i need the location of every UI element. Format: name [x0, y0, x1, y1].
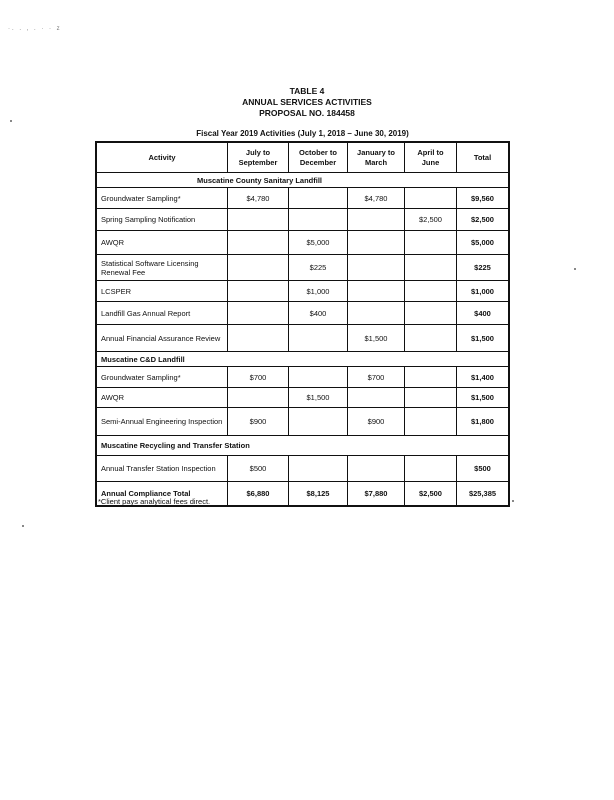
scan-speck	[574, 268, 576, 270]
table-row	[96, 325, 509, 352]
col-apr-jun: April to June	[405, 142, 457, 173]
table-body	[96, 173, 509, 507]
quarter-value-cell	[405, 456, 457, 482]
quarter-value-cell	[348, 255, 405, 281]
quarter-value-cell	[405, 188, 457, 209]
table-number: TABLE 4	[289, 86, 325, 96]
quarter-value-cell: $7,880	[348, 482, 405, 507]
quarter-value-cell	[405, 325, 457, 352]
table-row	[96, 281, 509, 302]
total-cell: $1,500	[457, 388, 510, 408]
quarter-value-cell	[228, 281, 289, 302]
quarter-value-cell: $700	[348, 367, 405, 388]
total-cell: $500	[457, 456, 510, 482]
quarter-value-cell: $225	[289, 255, 348, 281]
quarter-value-cell	[405, 408, 457, 436]
quarter-value-cell: $5,000	[289, 231, 348, 255]
total-cell: $9,560	[457, 188, 510, 209]
quarter-value-cell: $900	[228, 408, 289, 436]
fiscal-year-caption: Fiscal Year 2019 Activities (July 1, 2018 – June 30, 2019)	[196, 129, 409, 138]
quarter-value-cell: $500	[228, 456, 289, 482]
quarter-value-cell	[348, 231, 405, 255]
table-row	[96, 408, 509, 436]
section-row	[96, 436, 509, 456]
quarter-value-cell	[228, 388, 289, 408]
section-row	[96, 173, 509, 188]
quarter-value-cell	[289, 188, 348, 209]
quarter-value-cell	[405, 231, 457, 255]
quarter-value-cell: $4,780	[348, 188, 405, 209]
activity-cell: LCSPER	[96, 281, 228, 302]
activity-cell: Semi-Annual Engineering Inspection	[96, 408, 228, 436]
quarter-value-cell	[228, 325, 289, 352]
total-cell: $1,800	[457, 408, 510, 436]
section-label: Muscatine Recycling and Transfer Station	[96, 436, 509, 456]
activity-cell: Groundwater Sampling*	[96, 188, 228, 209]
quarter-value-cell	[228, 209, 289, 231]
quarter-value-cell: $1,500	[289, 388, 348, 408]
section-label: Muscatine C&D Landfill	[96, 352, 509, 367]
table-row	[96, 456, 509, 482]
quarter-value-cell	[405, 367, 457, 388]
quarter-value-cell	[289, 367, 348, 388]
quarter-value-cell	[348, 281, 405, 302]
scan-speck	[10, 120, 12, 122]
quarter-value-cell	[289, 456, 348, 482]
quarter-value-cell: $6,880	[228, 482, 289, 507]
quarter-value-cell: $400	[289, 302, 348, 325]
table-row	[96, 255, 509, 281]
activity-cell: Landfill Gas Annual Report	[96, 302, 228, 325]
table-row	[96, 367, 509, 388]
total-cell: $1,400	[457, 367, 510, 388]
scan-speck	[22, 525, 24, 527]
section-label: Muscatine County Sanitary Landfill	[96, 173, 509, 188]
activity-cell: Annual Financial Assurance Review	[96, 325, 228, 352]
quarter-value-cell	[348, 388, 405, 408]
quarter-value-cell: $2,500	[405, 209, 457, 231]
col-oct-dec: October to December	[289, 142, 348, 173]
activity-cell: Annual Compliance Total	[96, 482, 228, 507]
quarter-value-cell	[348, 302, 405, 325]
table-title: ANNUAL SERVICES ACTIVITIES	[242, 97, 372, 107]
col-jul-sep: July to September	[228, 142, 289, 173]
total-cell: $25,385	[457, 482, 510, 507]
quarter-value-cell: $1,000	[289, 281, 348, 302]
proposal-number: PROPOSAL NO. 184458	[259, 108, 355, 118]
quarter-value-cell	[348, 456, 405, 482]
col-total: Total	[457, 142, 510, 173]
quarter-value-cell: $8,125	[289, 482, 348, 507]
activity-cell: Statistical Software Licensing Renewal Fee	[96, 255, 228, 281]
quarter-value-cell	[348, 209, 405, 231]
quarter-value-cell: $2,500	[405, 482, 457, 507]
quarter-value-cell	[228, 302, 289, 325]
quarter-value-cell: $4,780	[228, 188, 289, 209]
total-cell: $1,500	[457, 325, 510, 352]
scan-speck	[512, 500, 514, 502]
footnote: *Client pays analytical fees direct.	[98, 497, 211, 506]
table-row	[96, 231, 509, 255]
quarter-value-cell	[405, 255, 457, 281]
total-cell: $225	[457, 255, 510, 281]
header-row	[96, 142, 509, 173]
quarter-value-cell: $700	[228, 367, 289, 388]
table-row	[96, 388, 509, 408]
total-cell: $2,500	[457, 209, 510, 231]
quarter-value-cell	[228, 255, 289, 281]
services-table	[95, 141, 510, 507]
scan-artifact: ·. . , . · · z	[8, 26, 62, 32]
quarter-value-cell	[405, 281, 457, 302]
quarter-value-cell: $900	[348, 408, 405, 436]
quarter-value-cell	[405, 388, 457, 408]
activity-cell: Groundwater Sampling*	[96, 367, 228, 388]
activity-cell: Spring Sampling Notification	[96, 209, 228, 231]
quarter-value-cell: $1,500	[348, 325, 405, 352]
col-jan-mar: January to March	[348, 142, 405, 173]
quarter-value-cell	[405, 302, 457, 325]
quarter-value-cell	[289, 325, 348, 352]
quarter-value-cell	[289, 408, 348, 436]
quarter-value-cell	[228, 231, 289, 255]
table-heading	[0, 86, 614, 119]
table-row	[96, 209, 509, 231]
total-cell: $400	[457, 302, 510, 325]
table-row	[96, 188, 509, 209]
activity-cell: Annual Transfer Station Inspection	[96, 456, 228, 482]
quarter-value-cell	[289, 209, 348, 231]
activity-cell: AWQR	[96, 231, 228, 255]
total-cell: $5,000	[457, 231, 510, 255]
total-cell: $1,000	[457, 281, 510, 302]
col-activity: Activity	[96, 142, 228, 173]
table-row	[96, 302, 509, 325]
section-row	[96, 352, 509, 367]
activity-cell: AWQR	[96, 388, 228, 408]
